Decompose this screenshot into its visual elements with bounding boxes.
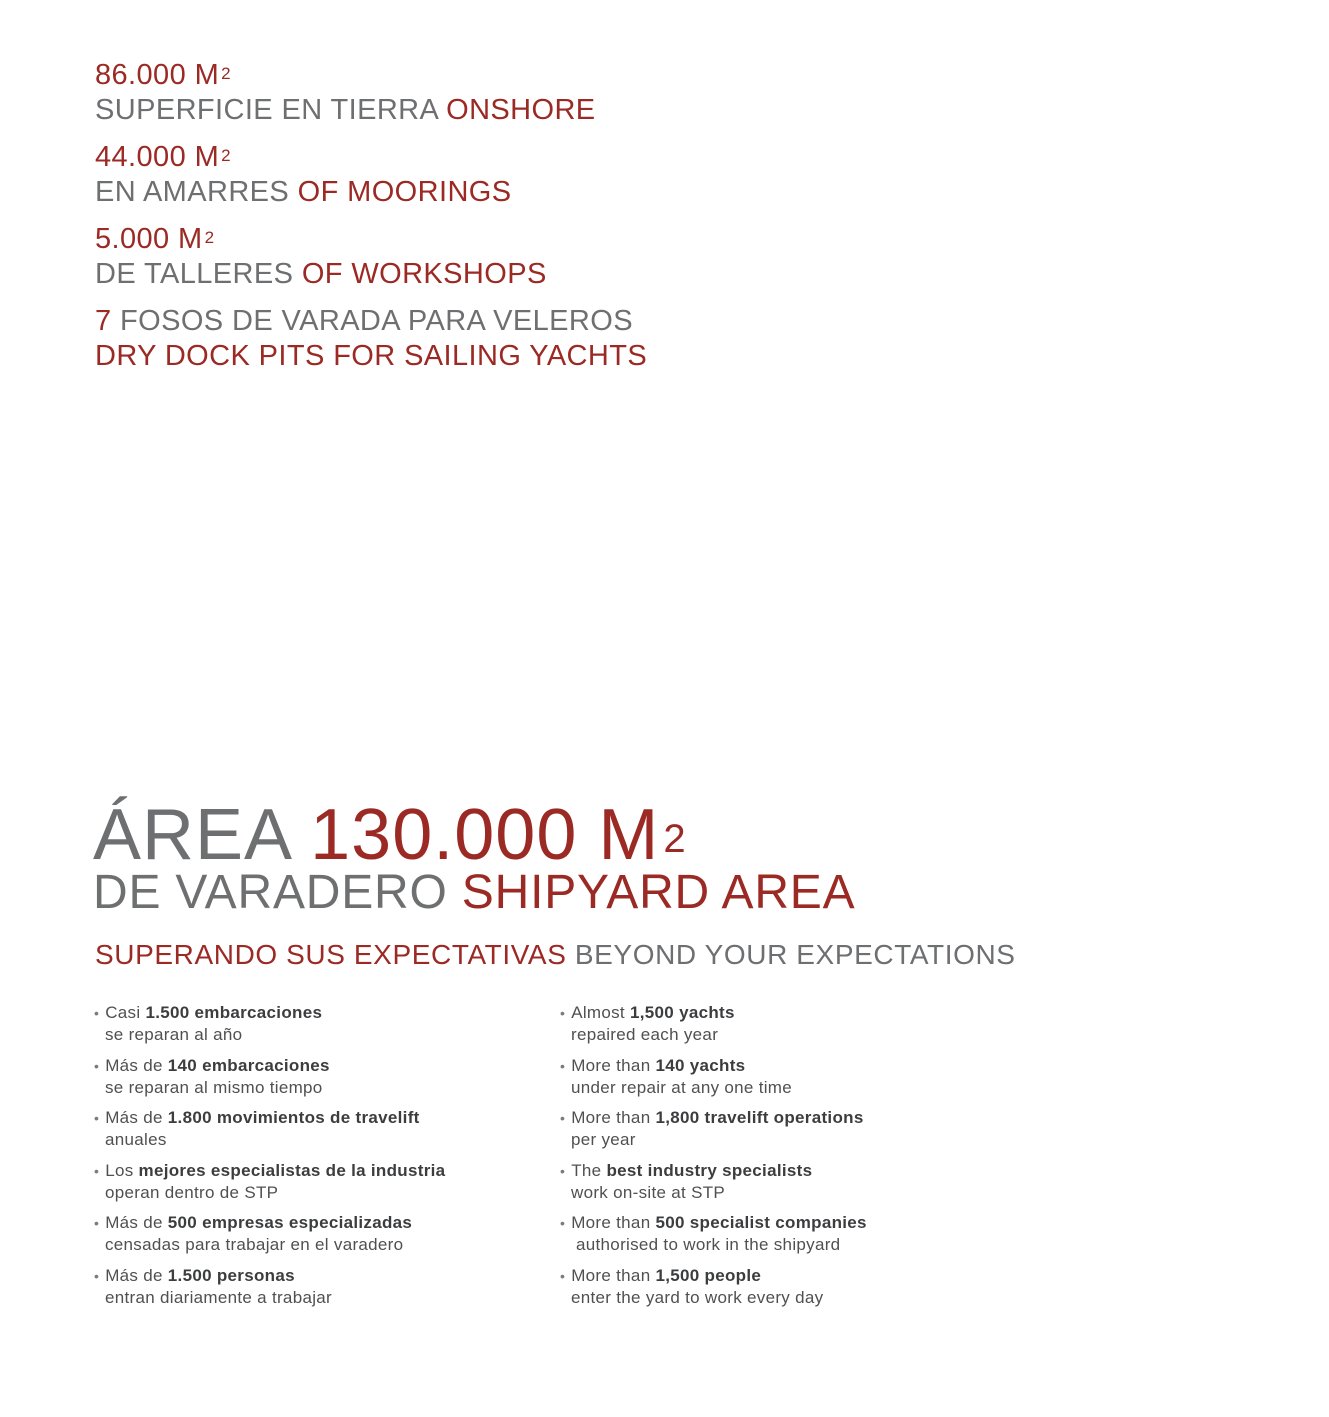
list-item bbox=[560, 1160, 1000, 1204]
stat-label-es: EN AMARRES bbox=[95, 176, 290, 208]
bullet-icon: • bbox=[94, 1057, 100, 1074]
stat-value bbox=[95, 222, 1195, 257]
bullet-icon: • bbox=[94, 1162, 100, 1179]
list-item bbox=[560, 1212, 1000, 1256]
stat-unit-sup: 2 bbox=[221, 64, 231, 83]
list-item bbox=[94, 1265, 534, 1309]
hero-subtitle-en: SHIPYARD AREA bbox=[461, 866, 856, 919]
bullet-icon: • bbox=[94, 1215, 100, 1231]
bullet-bold: mejores especialistas de la industria bbox=[138, 1160, 446, 1180]
hero-subtitle bbox=[93, 866, 1293, 919]
stat-moorings bbox=[95, 140, 1195, 210]
hero-value: 130.000 bbox=[310, 795, 578, 875]
bullet-line2: anuales bbox=[105, 1130, 167, 1149]
hero-section bbox=[93, 792, 1293, 972]
stat-number: 5.000 bbox=[95, 223, 170, 255]
stat-unit: M bbox=[178, 223, 203, 255]
bullet-bold: 1,800 travelift operations bbox=[655, 1108, 864, 1127]
bullet-line2: se reparan al mismo tiempo bbox=[105, 1077, 323, 1097]
hero-subtitle-es: DE VARADERO bbox=[93, 866, 448, 919]
bullet-pre: Más de bbox=[105, 1213, 163, 1232]
stat-label-es: FOSOS DE VARADA PARA VELEROS bbox=[120, 305, 633, 337]
list-item bbox=[94, 1055, 534, 1099]
bullet-line2: censadas para trabajar en el varadero bbox=[105, 1235, 404, 1254]
bullet-bold: 1,500 people bbox=[655, 1265, 762, 1285]
stat-unit-sup: 2 bbox=[204, 228, 215, 247]
bullet-pre: Más de bbox=[105, 1055, 163, 1075]
bullet-icon: • bbox=[560, 1267, 566, 1284]
bullet-icon: • bbox=[94, 1005, 100, 1021]
stat-label-es: SUPERFICIE EN TIERRA bbox=[95, 94, 438, 126]
stat-number: 7 bbox=[95, 305, 112, 337]
stat-label-en: OF MOORINGS bbox=[297, 176, 512, 208]
stat-label-es: DE TALLERES bbox=[95, 258, 294, 290]
stat-label bbox=[95, 175, 1195, 210]
hero-word: ÁREA bbox=[93, 795, 290, 875]
bullet-line2: entran diariamente a trabajar bbox=[105, 1287, 332, 1307]
bullet-line2: authorised to work in the shipyard bbox=[571, 1235, 841, 1254]
hero-tagline-es: SUPERANDO SUS EXPECTATIVAS bbox=[95, 939, 567, 970]
bullet-bold: 1.500 embarcaciones bbox=[145, 1003, 323, 1022]
list-item bbox=[560, 1107, 1000, 1151]
bullet-icon: • bbox=[560, 1162, 566, 1179]
bullet-line2: se reparan al año bbox=[105, 1025, 243, 1044]
bullet-pre: Más de bbox=[105, 1108, 163, 1127]
bullet-pre: Almost bbox=[571, 1003, 625, 1022]
stat-label-en: OF WORKSHOPS bbox=[301, 258, 547, 290]
stats-list bbox=[95, 58, 1195, 386]
bullet-pre: More than bbox=[571, 1265, 651, 1285]
bullet-bold: 1.800 movimientos de travelift bbox=[167, 1108, 420, 1127]
bullet-icon: • bbox=[94, 1110, 100, 1126]
bullet-pre: Los bbox=[105, 1160, 134, 1180]
bullet-bold: 140 yachts bbox=[655, 1055, 746, 1075]
bullet-bold: 500 specialist companies bbox=[655, 1213, 867, 1232]
bullet-bold: best industry specialists bbox=[606, 1160, 813, 1180]
bullet-pre: Casi bbox=[105, 1003, 141, 1022]
list-item bbox=[94, 1002, 534, 1046]
stat-label-en: DRY DOCK PITS FOR SAILING YACHTS bbox=[95, 340, 648, 372]
bullet-list-en bbox=[560, 1002, 1000, 1317]
stat-number: 86.000 bbox=[95, 59, 187, 91]
bullet-bold: 140 embarcaciones bbox=[167, 1055, 330, 1075]
stat-unit-sup: 2 bbox=[221, 146, 231, 165]
bullet-line2: per year bbox=[571, 1130, 636, 1149]
stat-number: 44.000 bbox=[95, 141, 187, 173]
bullet-icon: • bbox=[560, 1110, 566, 1126]
bullet-pre: Más de bbox=[105, 1265, 163, 1285]
bullet-icon: • bbox=[560, 1057, 566, 1074]
bullet-icon: • bbox=[94, 1267, 100, 1284]
bullet-pre: More than bbox=[571, 1055, 651, 1075]
list-item bbox=[94, 1212, 534, 1256]
bullet-icon: • bbox=[560, 1215, 566, 1231]
stat-value bbox=[95, 58, 1195, 93]
stat-value bbox=[95, 140, 1195, 175]
stat-workshops bbox=[95, 222, 1195, 292]
bullet-bold: 1.500 personas bbox=[167, 1265, 295, 1285]
hero-tagline bbox=[95, 938, 1293, 972]
stat-unit: M bbox=[194, 141, 220, 173]
hero-unit: M bbox=[598, 795, 660, 875]
stat-label bbox=[95, 93, 1195, 128]
bullet-bold: 500 empresas especializadas bbox=[167, 1213, 413, 1232]
bullet-pre: The bbox=[571, 1160, 602, 1180]
list-item bbox=[94, 1160, 534, 1204]
bullet-line2: repaired each year bbox=[571, 1025, 719, 1044]
hero-unit-sup: 2 bbox=[663, 817, 687, 861]
bullet-pre: More than bbox=[571, 1213, 651, 1232]
bullet-line2: work on-site at STP bbox=[571, 1182, 726, 1202]
hero-tagline-en: BEYOND YOUR EXPECTATIONS bbox=[574, 939, 1016, 970]
stat-label-en: ONSHORE bbox=[446, 94, 596, 126]
bullet-line2: under repair at any one time bbox=[571, 1077, 793, 1097]
bullet-bold: 1,500 yachts bbox=[630, 1003, 735, 1022]
list-item bbox=[94, 1107, 534, 1151]
bullet-icon: • bbox=[560, 1005, 566, 1021]
stat-label bbox=[95, 257, 1195, 292]
list-item bbox=[560, 1002, 1000, 1046]
stat-unit: M bbox=[194, 59, 220, 91]
bullet-pre: More than bbox=[571, 1108, 651, 1127]
stat-label bbox=[95, 304, 1195, 339]
bullet-line2: operan dentro de STP bbox=[105, 1182, 279, 1202]
bullet-line2: enter the yard to work every day bbox=[571, 1287, 824, 1307]
stat-onshore bbox=[95, 58, 1195, 128]
bullet-list-es bbox=[94, 1002, 534, 1317]
stat-dry-dock-pits bbox=[95, 304, 1195, 374]
list-item bbox=[560, 1265, 1000, 1309]
list-item bbox=[560, 1055, 1000, 1099]
